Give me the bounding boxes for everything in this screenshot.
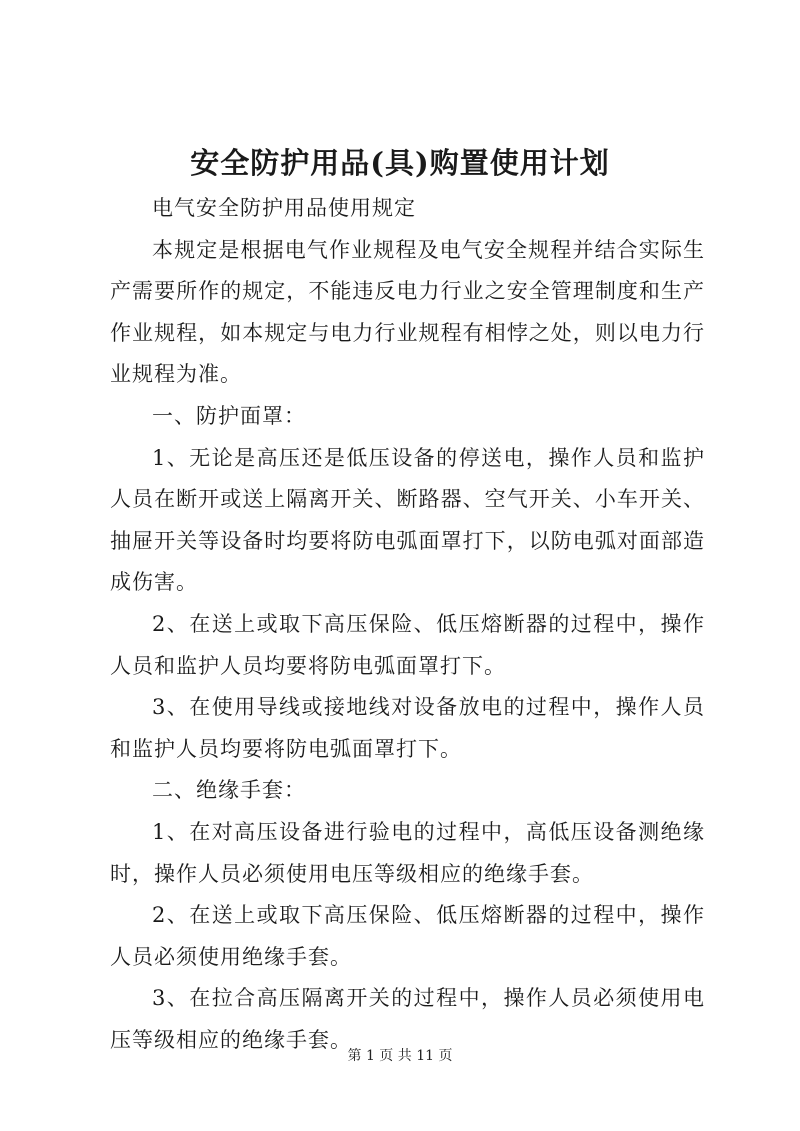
paragraph-item: 3、在拉合高压隔离开关的过程中，操作人员必须使用电压等级相应的绝缘手套。 [110,986,705,1052]
paragraph-intro: 本规定是根据电气作业规程及电气安全规程并结合实际生产需要所作的规定，不能违反电力行业之安全管理制度和生产作业规程，如本规定与电力行业规程有相悖之处，则以电力行业规程为准。 [110,237,705,387]
document-body [110,188,705,1061]
paragraph-item: 3、在使用导线或接地线对设备放电的过程中，操作人员和监护人员均要将防电弧面罩打下。 [110,695,705,761]
section-heading-insulating-gloves: 二、绝缘手套： [152,778,306,803]
section-heading-face-shield: 一、防护面罩： [152,403,306,428]
document-title: 安全防护用品(具)购置使用计划 [190,146,610,180]
paragraph-item: 1、无论是高压还是低压设备的停送电，操作人员和监护人员在断开或送上隔离开关、断路器、空气开关、小车开关、抽屉开关等设备时均要将防电弧面罩打下，以防电弧对面部造成伤害。 [110,445,705,595]
paragraph-heading: 电气安全防护用品使用规定 [152,196,416,220]
paragraph-item: 2、在送上或取下高压保险、低压熔断器的过程中，操作人员必须使用绝缘手套。 [110,903,705,969]
paragraph-item: 2、在送上或取下高压保险、低压熔断器的过程中，操作人员和监护人员均要将防电弧面罩打下。 [110,611,705,678]
paragraph-item: 1、在对高压设备进行验电的过程中，高低压设备测绝缘时，操作人员必须使用电压等级相应的绝缘手套。 [110,819,705,886]
page-number-footer: 第 1 页 共 11 页 [347,1048,453,1064]
